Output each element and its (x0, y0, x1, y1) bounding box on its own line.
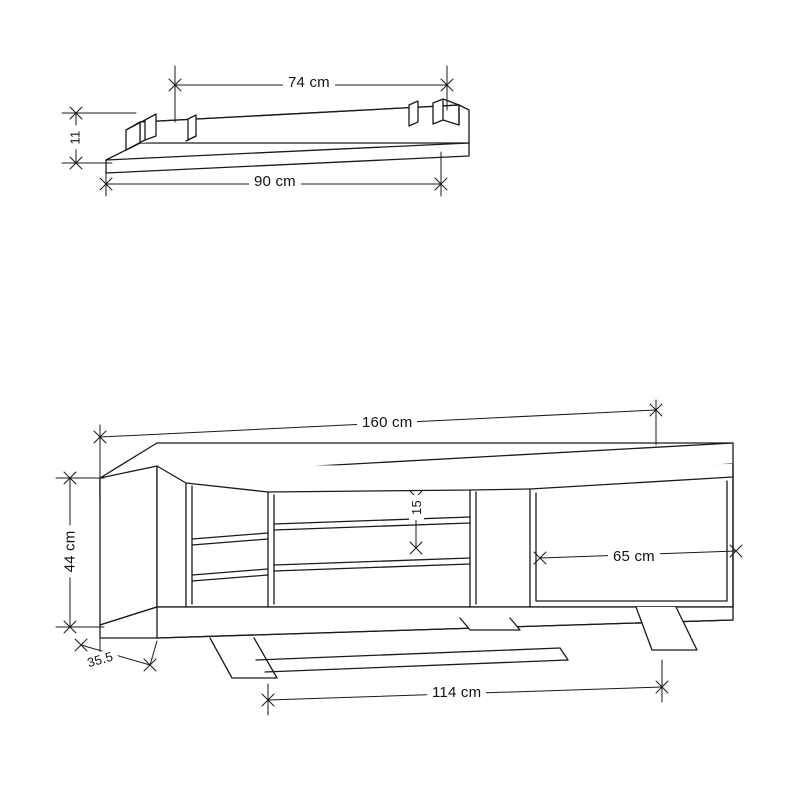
shelf-geometry (106, 99, 469, 173)
shelf-height-label: 11 (67, 126, 82, 150)
tv-depth-label: 35.5 (81, 647, 120, 671)
tv-width-label: 160 cm (357, 414, 417, 431)
tv-base-width-label: 114 cm (427, 684, 486, 701)
shelf-width-top-label: 74 cm (283, 74, 335, 91)
shelf-width-bottom-label: 90 cm (249, 173, 301, 190)
tv-door-width-label: 65 cm (608, 548, 660, 565)
tv-height-label: 44 cm (61, 526, 78, 578)
tv-shelf-gap-label: 15 (409, 495, 424, 520)
